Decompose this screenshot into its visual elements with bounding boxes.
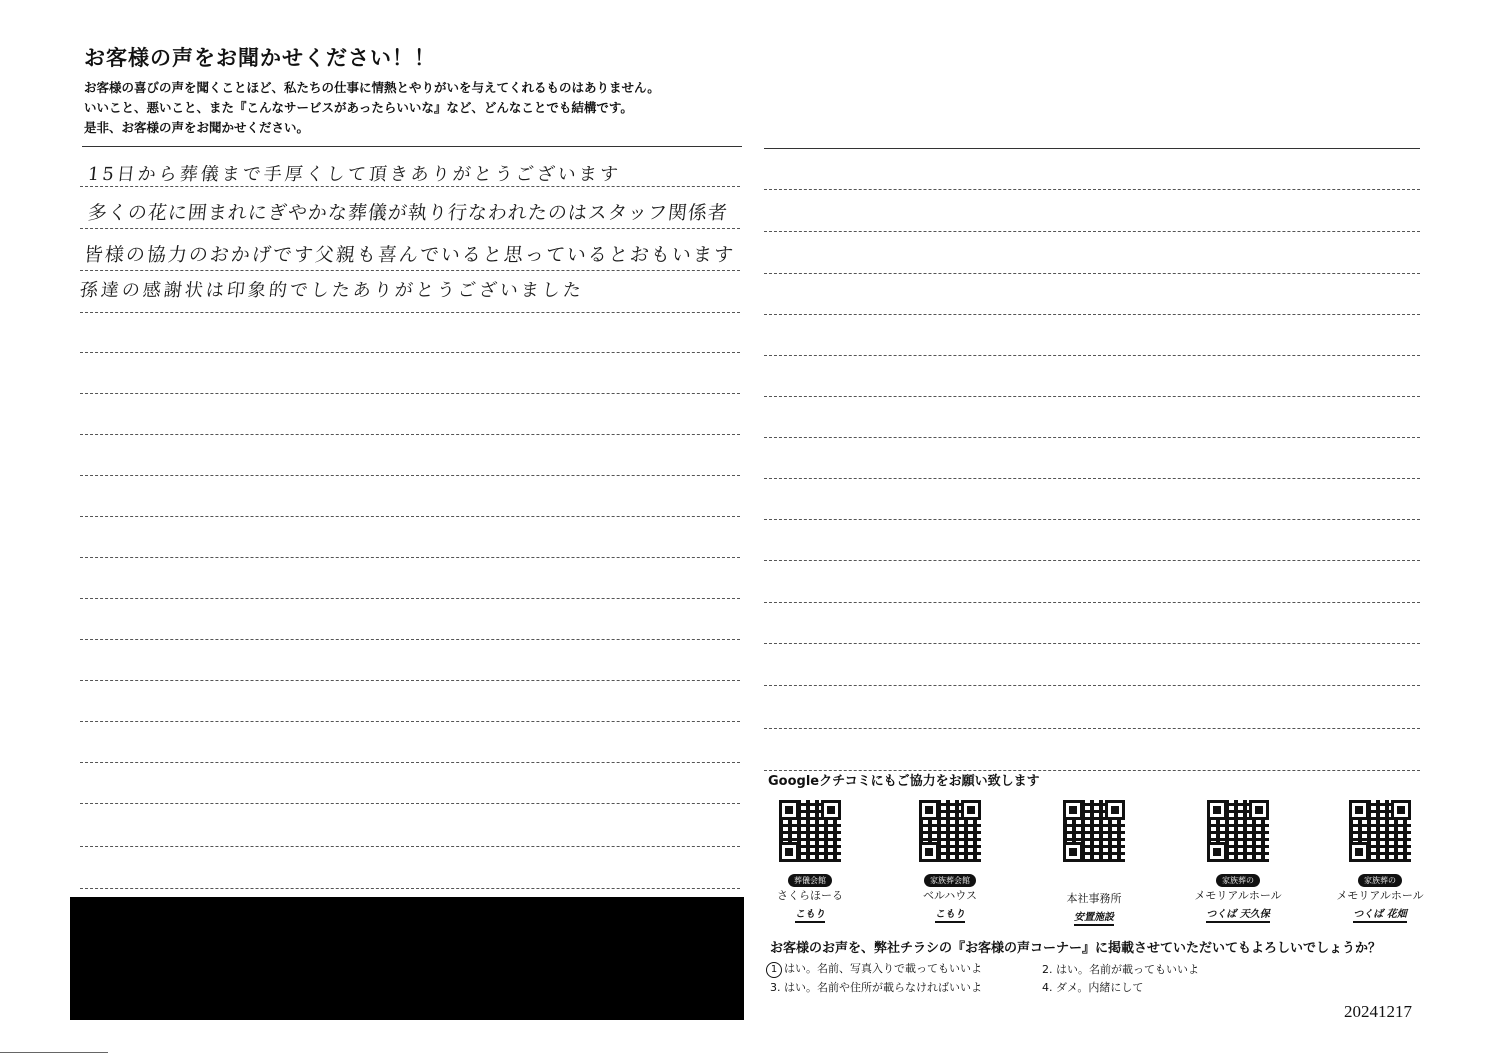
consent-option-4[interactable] <box>1042 979 1143 995</box>
ruled-line <box>80 762 740 763</box>
consent-question: お客様のお声を、弊社チラシの『お客様の声コーナー』に掲載させていただいてもよろしいでしょうか？ <box>770 941 1382 956</box>
qr-sub: つくば 天久保 <box>1206 909 1269 923</box>
ruled-line <box>80 846 740 847</box>
qr-tag: 家族葬の <box>1216 874 1260 887</box>
option-label: はい。名前、写真入りで載ってもいいよ <box>784 962 982 975</box>
intro-line: お客様の喜びの声を聞くことほど、私たちの仕事に情熱とやりがいを与えてくれるものはありません。 <box>84 80 660 95</box>
ruled-line <box>764 314 1420 315</box>
qr-item-bell-house[interactable] <box>890 800 1010 923</box>
ruled-line <box>764 519 1420 520</box>
qr-code-icon[interactable] <box>1063 800 1125 862</box>
ruled-line <box>80 639 740 640</box>
ruled-line <box>764 728 1420 729</box>
option-number: 2. <box>1042 963 1053 976</box>
ruled-line <box>80 516 740 517</box>
option-number: 3. <box>770 981 781 994</box>
qr-item-sakura-hall[interactable] <box>750 800 870 923</box>
qr-item-memorial-hanabatake[interactable] <box>1320 800 1440 923</box>
ruled-line <box>80 888 740 889</box>
top-rule-left <box>82 146 742 147</box>
ruled-line <box>80 312 740 313</box>
ruled-line <box>764 560 1420 561</box>
handwriting-line: 皆様の協力のおかげです父親も喜んでいると思っているとおもいます <box>82 244 737 266</box>
ruled-line <box>764 478 1420 479</box>
qr-item-head-office[interactable] <box>1034 800 1154 926</box>
intro-line: いいこと、悪いこと、また『こんなサービスがあったらいいな』など、どんなことでも結構です。 <box>84 100 633 115</box>
ruled-line <box>80 475 740 476</box>
qr-tag: 家族葬の <box>1358 874 1402 887</box>
consent-option-2[interactable] <box>1042 961 1199 977</box>
qr-code-icon[interactable] <box>779 800 841 862</box>
ruled-line <box>80 598 740 599</box>
qr-name: 本社事務所 <box>1066 892 1122 905</box>
ruled-line <box>80 393 740 394</box>
ruled-line <box>80 270 740 271</box>
ruled-line <box>764 355 1420 356</box>
redacted-block <box>70 897 744 1020</box>
selected-mark: 1 <box>766 962 782 978</box>
ruled-line <box>764 396 1420 397</box>
date-stamp: 20241217 <box>1344 1002 1412 1021</box>
qr-item-memorial-amakubo[interactable] <box>1178 800 1298 923</box>
qr-name: ベルハウス <box>923 889 977 902</box>
qr-name: メモリアルホール <box>1194 889 1282 902</box>
ruled-line <box>764 602 1420 603</box>
ruled-line <box>80 557 740 558</box>
option-number: 4. <box>1042 981 1053 994</box>
qr-sub: こもり <box>795 909 825 923</box>
consent-option-1[interactable] <box>766 960 982 978</box>
qr-sub: つくば 花畑 <box>1353 909 1406 923</box>
handwriting-line: 孫達の感謝状は印象的でしたありがとうございました <box>78 280 585 301</box>
google-review-heading: Googleクチコミにもご協力をお願い致します <box>768 774 1040 789</box>
footer-line <box>0 1052 108 1053</box>
top-rule-right <box>764 148 1420 149</box>
ruled-line <box>80 803 740 804</box>
handwriting-line: 多くの花に囲まれにぎやかな葬儀が執り行なわれたのはスタッフ関係者 <box>86 202 730 224</box>
intro-line: 是非、お客様の声をお聞かせください。 <box>84 120 310 135</box>
ruled-line <box>80 228 740 229</box>
ruled-line <box>764 643 1420 644</box>
consent-option-3[interactable] <box>770 979 982 995</box>
qr-code-icon[interactable] <box>1207 800 1269 862</box>
page-title: お客様の声をお聞かせください！！ <box>84 46 436 70</box>
intro-text <box>84 78 744 138</box>
qr-code-icon[interactable] <box>1349 800 1411 862</box>
option-label: はい。名前や住所が載らなければいいよ <box>784 981 982 994</box>
ruled-line <box>80 721 740 722</box>
qr-name: メモリアルホール <box>1336 889 1424 902</box>
qr-tag <box>1088 874 1100 886</box>
ruled-line <box>764 231 1420 232</box>
handwriting-line: 15日から葬儀まで手厚くして頂きありがとうございます <box>86 164 622 185</box>
ruled-line <box>764 685 1420 686</box>
qr-name: さくらほーる <box>777 889 843 902</box>
qr-tag: 葬儀会館 <box>788 874 832 887</box>
option-label: ダメ。内緒にして <box>1056 981 1144 994</box>
ruled-line <box>80 352 740 353</box>
ruled-line <box>80 680 740 681</box>
ruled-line <box>764 273 1420 274</box>
ruled-line <box>80 186 740 187</box>
ruled-line <box>80 434 740 435</box>
qr-sub: 安置施設 <box>1074 912 1114 926</box>
qr-tag: 家族葬会館 <box>924 874 976 887</box>
option-label: はい。名前が載ってもいいよ <box>1056 963 1199 976</box>
ruled-line <box>764 437 1420 438</box>
ruled-line <box>764 189 1420 190</box>
qr-sub: こもり <box>935 909 965 923</box>
qr-code-icon[interactable] <box>919 800 981 862</box>
